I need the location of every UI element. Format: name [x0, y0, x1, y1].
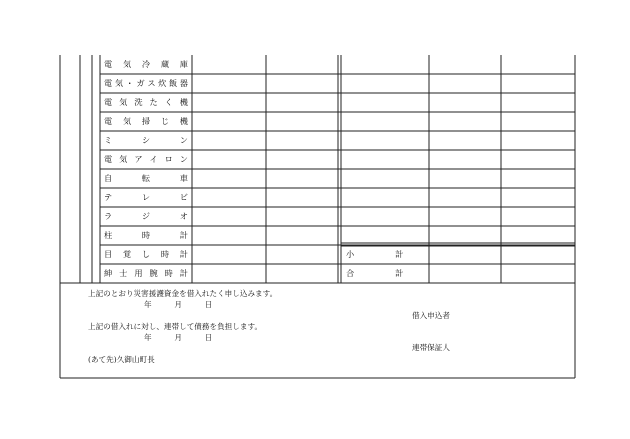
addressee: (あて先)久御山町長 [88, 355, 155, 364]
item-label: 紳 士 用 腕 時 計 [104, 268, 188, 278]
guarantor-label: 連帯保証人 [412, 343, 450, 352]
statement-guarantee: 上記の借入れに対し、連帯して債務を負担します。 [88, 322, 263, 331]
item-label: 目 覚 し 時 計 [104, 249, 188, 259]
application-date: 年 月 日 [144, 300, 213, 309]
item-label: 電 気 掃 じ 機 [104, 116, 188, 126]
item-label: テ レ ビ [104, 192, 188, 202]
guarantee-date: 年 月 日 [144, 333, 213, 342]
subtotal-label: 小 計 [346, 249, 404, 259]
total-label: 合 計 [346, 268, 404, 278]
item-label: 柱 時 計 [104, 230, 188, 240]
item-label: ラ ジ オ [104, 211, 188, 221]
statement-application: 上記のとおり災害援護資金を借入れたく申し込みます。 [88, 289, 278, 298]
item-label: 電 気 ア イ ロ ン [104, 154, 188, 164]
item-label: 電 気 洗 た く 機 [104, 97, 188, 107]
applicant-label: 借入申込者 [412, 311, 450, 320]
item-label: 電 気 ・ ガ ス 炊 飯 器 [104, 78, 188, 88]
item-label: 電 気 冷 蔵 庫 [104, 59, 188, 69]
item-label: 自 転 車 [104, 173, 188, 183]
item-label: ミ シ ン [104, 135, 188, 145]
